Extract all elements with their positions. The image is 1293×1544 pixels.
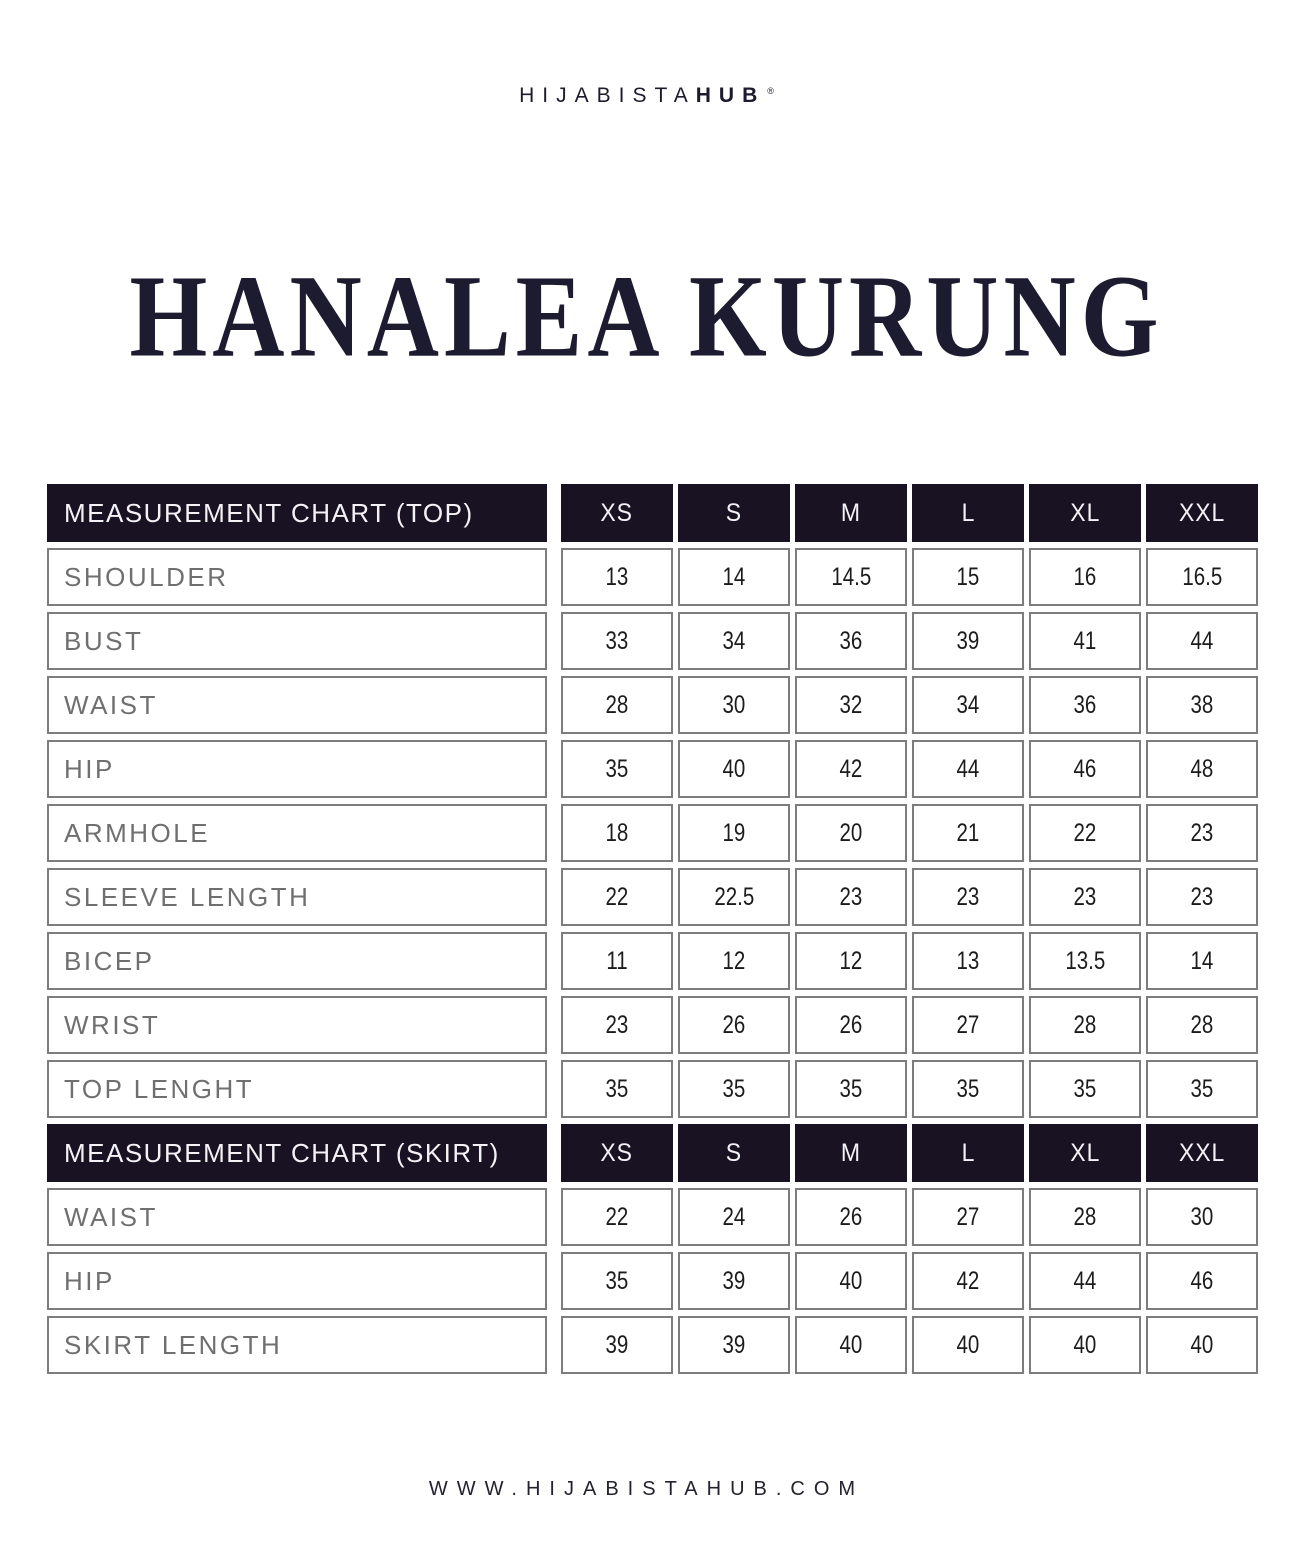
- measurement-value: 19: [722, 818, 746, 847]
- measurement-value-cell: [795, 740, 907, 798]
- measurement-value-cell: [1146, 1188, 1258, 1246]
- measurement-row-label: TOP LENGHT: [47, 1060, 547, 1118]
- size-column-label: S: [725, 1138, 743, 1167]
- measurement-value-cell: [912, 996, 1024, 1054]
- measurement-value-cell: [678, 804, 790, 862]
- measurement-value-cell: [678, 740, 790, 798]
- measurement-value: 22: [605, 1202, 629, 1231]
- measurement-row: [47, 804, 1258, 862]
- measurement-value: 23: [605, 1010, 629, 1039]
- measurement-value-cell: [678, 676, 790, 734]
- measurement-value-cell: [1146, 612, 1258, 670]
- measurement-value-cell: [1029, 1316, 1141, 1374]
- measurement-value-cell: [1146, 1316, 1258, 1374]
- measurement-value: 46: [1190, 1266, 1214, 1295]
- measurement-value-cell: [795, 1252, 907, 1310]
- size-column-header: [912, 1124, 1024, 1182]
- measurement-value-cell: [678, 548, 790, 606]
- measurement-value: 14: [722, 562, 746, 591]
- measurement-value-cell: [1146, 932, 1258, 990]
- measurement-value: 12: [839, 946, 863, 975]
- measurement-value: 13: [605, 562, 629, 591]
- measurement-value-cell: [912, 612, 1024, 670]
- measurement-value: 40: [956, 1330, 980, 1359]
- registered-trademark-symbol: ®: [767, 86, 774, 96]
- measurement-value-cell: [1146, 804, 1258, 862]
- measurement-value-cell: [678, 612, 790, 670]
- measurement-row: [47, 548, 1258, 606]
- measurement-value: 26: [839, 1202, 863, 1231]
- measurement-value-cell: [795, 996, 907, 1054]
- measurement-value-cell: [678, 868, 790, 926]
- measurement-value-cell: [912, 1252, 1024, 1310]
- measurement-value: 40: [839, 1330, 863, 1359]
- measurement-value-cell: [795, 548, 907, 606]
- measurement-value: 44: [1190, 626, 1214, 655]
- measurement-value: 35: [605, 1074, 629, 1103]
- measurement-value: 23: [839, 882, 863, 911]
- measurement-value: 44: [1073, 1266, 1097, 1295]
- size-column-label: XXL: [1178, 1138, 1226, 1167]
- measurement-value: 28: [605, 690, 629, 719]
- measurement-value-cell: [1029, 1060, 1141, 1118]
- size-column-header: [561, 1124, 673, 1182]
- measurement-value: 48: [1190, 754, 1214, 783]
- size-column-label: L: [961, 1138, 975, 1167]
- size-column-header: [561, 484, 673, 542]
- measurement-value: 36: [1073, 690, 1097, 719]
- measurement-row: [47, 612, 1258, 670]
- website-url: WWW.HIJABISTAHUB.COM: [428, 1478, 865, 1500]
- measurement-value-cell: [795, 676, 907, 734]
- table-header-row: [47, 484, 1258, 542]
- measurement-value: 14.5: [831, 562, 871, 591]
- measurement-value-cell: [912, 1188, 1024, 1246]
- measurement-row-label: HIP: [47, 1252, 547, 1310]
- measurement-value-cell: [1146, 1252, 1258, 1310]
- measurement-value-cell: [795, 804, 907, 862]
- size-column-label: XL: [1070, 1138, 1100, 1167]
- measurement-value-cell: [678, 1316, 790, 1374]
- measurement-value: 30: [722, 690, 746, 719]
- measurement-value-cell: [1146, 548, 1258, 606]
- measurement-value-cell: [1029, 804, 1141, 862]
- measurement-value: 35: [956, 1074, 980, 1103]
- measurement-value-cell: [1029, 868, 1141, 926]
- measurement-value-cell: [678, 1188, 790, 1246]
- measurement-value: 39: [605, 1330, 629, 1359]
- size-column-header: [1029, 1124, 1141, 1182]
- measurement-value: 23: [956, 882, 980, 911]
- size-column-label: L: [961, 498, 975, 527]
- measurement-value-cell: [912, 1316, 1024, 1374]
- size-column-label: XL: [1070, 498, 1100, 527]
- measurement-value: 27: [956, 1010, 980, 1039]
- size-column-header: [1146, 1124, 1258, 1182]
- measurement-value: 32: [839, 690, 863, 719]
- measurement-row-label: WAIST: [47, 1188, 547, 1246]
- measurement-value: 13.5: [1065, 946, 1105, 975]
- measurement-value-cell: [561, 1060, 673, 1118]
- measurement-value: 46: [1073, 754, 1097, 783]
- measurement-row: [47, 1060, 1258, 1118]
- measurement-value: 35: [605, 754, 629, 783]
- measurement-value-cell: [795, 612, 907, 670]
- measurement-value-cell: [1029, 548, 1141, 606]
- measurement-value-cell: [912, 868, 1024, 926]
- measurement-value-cell: [1146, 996, 1258, 1054]
- measurement-value: 38: [1190, 690, 1214, 719]
- measurement-value: 20: [839, 818, 863, 847]
- measurement-value-cell: [561, 676, 673, 734]
- measurement-value: 33: [605, 626, 629, 655]
- measurement-value: 30: [1190, 1202, 1214, 1231]
- measurement-value-cell: [912, 1060, 1024, 1118]
- size-column-header: [795, 1124, 907, 1182]
- measurement-value: 26: [722, 1010, 746, 1039]
- measurement-value: 35: [1073, 1074, 1097, 1103]
- measurement-value-cell: [561, 804, 673, 862]
- measurement-value: 41: [1073, 626, 1097, 655]
- measurement-value-cell: [912, 676, 1024, 734]
- measurement-value: 42: [839, 754, 863, 783]
- measurement-value-cell: [912, 740, 1024, 798]
- measurement-value: 39: [722, 1330, 746, 1359]
- measurement-row: [47, 740, 1258, 798]
- measurement-row-label: ARMHOLE: [47, 804, 547, 862]
- measurement-value: 28: [1073, 1202, 1097, 1231]
- size-column-header: [678, 484, 790, 542]
- measurement-value: 34: [956, 690, 980, 719]
- measurement-row: [47, 1252, 1258, 1310]
- measurement-value-cell: [1029, 740, 1141, 798]
- measurement-value: 44: [956, 754, 980, 783]
- measurement-value-cell: [561, 1316, 673, 1374]
- measurement-row: [47, 676, 1258, 734]
- measurement-row-label: SKIRT LENGTH: [47, 1316, 547, 1374]
- measurement-value-cell: [912, 804, 1024, 862]
- measurement-value: 34: [722, 626, 746, 655]
- size-column-label: XS: [600, 1138, 634, 1167]
- measurement-value: 16.5: [1182, 562, 1222, 591]
- table-header-title: MEASUREMENT CHART (TOP): [47, 484, 547, 542]
- measurement-value: 12: [722, 946, 746, 975]
- measurement-value: 35: [839, 1074, 863, 1103]
- size-column-label: XXL: [1178, 498, 1226, 527]
- size-column-header: [1029, 484, 1141, 542]
- measurement-value-cell: [561, 740, 673, 798]
- measurement-value: 36: [839, 626, 863, 655]
- table-header-title: MEASUREMENT CHART (SKIRT): [47, 1124, 547, 1182]
- size-column-header: [678, 1124, 790, 1182]
- measurement-value: 40: [1190, 1330, 1214, 1359]
- measurement-value-cell: [795, 868, 907, 926]
- size-column-label: M: [840, 1138, 862, 1167]
- measurement-value-cell: [795, 1316, 907, 1374]
- measurement-value: 14: [1190, 946, 1214, 975]
- measurement-row: [47, 868, 1258, 926]
- measurement-value: 35: [605, 1266, 629, 1295]
- table-header-row: [47, 1124, 1258, 1182]
- measurement-value-cell: [795, 1060, 907, 1118]
- measurement-value-cell: [561, 548, 673, 606]
- measurement-value-cell: [1029, 612, 1141, 670]
- measurement-value: 23: [1073, 882, 1097, 911]
- measurement-value: 16: [1073, 562, 1097, 591]
- measurement-value-cell: [912, 932, 1024, 990]
- measurement-value-cell: [561, 996, 673, 1054]
- brand-logo-bold: HUB: [695, 84, 766, 107]
- measurement-row: [47, 1316, 1258, 1374]
- measurement-value: 22: [1073, 818, 1097, 847]
- measurement-value: 23: [1190, 882, 1214, 911]
- measurement-row-label: SLEEVE LENGTH: [47, 868, 547, 926]
- size-column-label: S: [725, 498, 743, 527]
- measurement-value: 13: [956, 946, 980, 975]
- measurement-row-label: WRIST: [47, 996, 547, 1054]
- measurement-value-cell: [561, 868, 673, 926]
- measurement-value-cell: [1146, 676, 1258, 734]
- size-column-label: M: [840, 498, 862, 527]
- measurement-value-cell: [561, 1188, 673, 1246]
- page-title: HANALEA KURUNG: [129, 250, 1164, 382]
- measurement-value-cell: [678, 996, 790, 1054]
- measurement-value-cell: [1029, 932, 1141, 990]
- measurement-row-label: SHOULDER: [47, 548, 547, 606]
- measurement-value: 24: [722, 1202, 746, 1231]
- measurement-value: 40: [722, 754, 746, 783]
- measurement-value-cell: [1146, 1060, 1258, 1118]
- measurement-row: [47, 996, 1258, 1054]
- measurement-value: 23: [1190, 818, 1214, 847]
- measurement-value-cell: [1029, 1188, 1141, 1246]
- measurement-value: 28: [1190, 1010, 1214, 1039]
- size-column-label: XS: [600, 498, 634, 527]
- measurement-value: 28: [1073, 1010, 1097, 1039]
- measurement-value-cell: [1146, 740, 1258, 798]
- measurement-value-cell: [1029, 996, 1141, 1054]
- measurement-value-cell: [795, 932, 907, 990]
- measurement-value: 35: [1190, 1074, 1214, 1103]
- measurement-value-cell: [678, 1060, 790, 1118]
- measurement-row: [47, 1188, 1258, 1246]
- measurement-tables: [47, 484, 1258, 1380]
- measurement-value: 35: [722, 1074, 746, 1103]
- measurement-row-label: HIP: [47, 740, 547, 798]
- measurement-value-cell: [1146, 868, 1258, 926]
- measurement-value: 18: [605, 818, 629, 847]
- brand-logo-regular: HIJABISTA: [519, 84, 696, 107]
- measurement-value: 27: [956, 1202, 980, 1231]
- measurement-row-label: BUST: [47, 612, 547, 670]
- size-column-header: [1146, 484, 1258, 542]
- measurement-value: 40: [1073, 1330, 1097, 1359]
- measurement-value-cell: [561, 612, 673, 670]
- measurement-row-label: BICEP: [47, 932, 547, 990]
- measurement-value-cell: [1029, 1252, 1141, 1310]
- measurement-row: [47, 932, 1258, 990]
- measurement-value: 22.5: [714, 882, 754, 911]
- measurement-value-cell: [561, 932, 673, 990]
- measurement-value: 15: [956, 562, 980, 591]
- measurement-value-cell: [912, 548, 1024, 606]
- measurement-value: 22: [605, 882, 629, 911]
- measurement-value: 40: [839, 1266, 863, 1295]
- measurement-value-cell: [678, 932, 790, 990]
- measurement-value: 42: [956, 1266, 980, 1295]
- brand-logo: [0, 84, 1293, 108]
- size-column-header: [912, 484, 1024, 542]
- measurement-value: 26: [839, 1010, 863, 1039]
- measurement-value: 39: [956, 626, 980, 655]
- measurement-value: 39: [722, 1266, 746, 1295]
- measurement-value: 11: [606, 946, 628, 975]
- measurement-value-cell: [678, 1252, 790, 1310]
- measurement-value: 21: [956, 818, 980, 847]
- measurement-value-cell: [561, 1252, 673, 1310]
- size-column-header: [795, 484, 907, 542]
- measurement-row-label: WAIST: [47, 676, 547, 734]
- measurement-value-cell: [795, 1188, 907, 1246]
- measurement-value-cell: [1029, 676, 1141, 734]
